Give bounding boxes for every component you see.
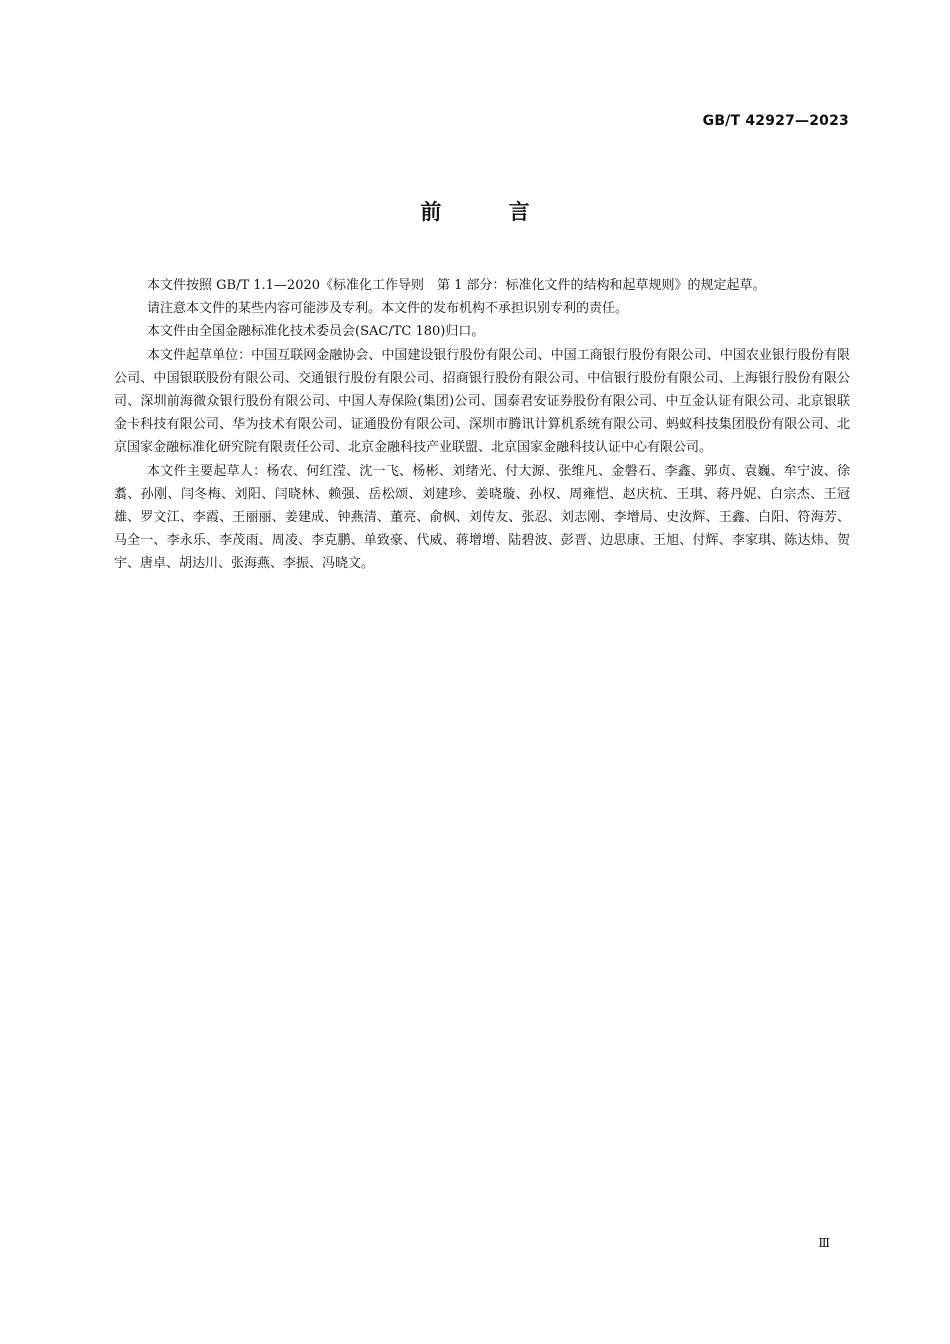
paragraph-committee: 本文件由全国金融标准化技术委员会(SAC/TC 180)归口。	[147, 324, 485, 340]
page-title: 前 言	[420, 200, 560, 224]
paragraph-drafters: 本文件主要起草人：杨农、何红滢、沈一飞、杨彬、刘绪光、付大源、张维凡、金磐石、李鑫、郭贞、袁巍、牟宁波、徐翥、孙刚、闫冬梅、刘阳、闫晓林、赖强、岳松颂、刘建珍、姜晓璇、孙权、周雍恺、赵庆杭、王琪、蒋丹妮、白宗杰、王冠雄、罗文江、李霞、王丽丽、姜建成、钟燕清、董亮、俞枫、刘传友、张忍、刘志刚、李增局、史汝辉、王鑫、白阳、符海芳、马全一、李永乐、李茂雨、周凌、李克鹏、单致豪、代威、蒋增增、陆碧波、彭晋、边思康、王旭、付辉、李家琪、陈达炜、贺宇、唐卓、胡达川、张海燕、李振、冯晓文。	[114, 463, 850, 572]
paragraph-drafting-rules: 本文件按照 GB/T 1.1—2020《标准化工作导则 第 1 部分：标准化文件的结构和起草规则》的规定起草。	[147, 278, 766, 293]
page-number: Ⅲ	[818, 1236, 830, 1250]
paragraph-patent-notice: 请注意本文件的某些内容可能涉及专利。本文件的发布机构不承担识别专利的责任。	[147, 301, 629, 317]
standard-number: GB/T 42927—2023	[702, 113, 849, 129]
paragraph-drafting-units: 本文件起草单位：中国互联网金融协会、中国建设银行股份有限公司、中国工商银行股份有限公司、中国农业银行股份有限公司、中国银联股份有限公司、交通银行股份有限公司、招商银行股份有限公司、中信银行股份有限公司、上海银行股份有限公司、深圳前海微众银行股份有限公司、中国人寿保险(集团)公司、国泰君安证券股份有限公司、中互金认证有限公司、北京银联金卡科技有限公司、华为技术有限公司、证通股份有限公司、深圳市腾讯计算机系统有限公司、蚂蚁科技集团股份有限公司、北京国家金融标准化研究院有限责任公司、北京金融科技产业联盟、北京国家金融科技认证中心有限公司。	[114, 347, 850, 456]
foreword-body	[114, 274, 850, 576]
